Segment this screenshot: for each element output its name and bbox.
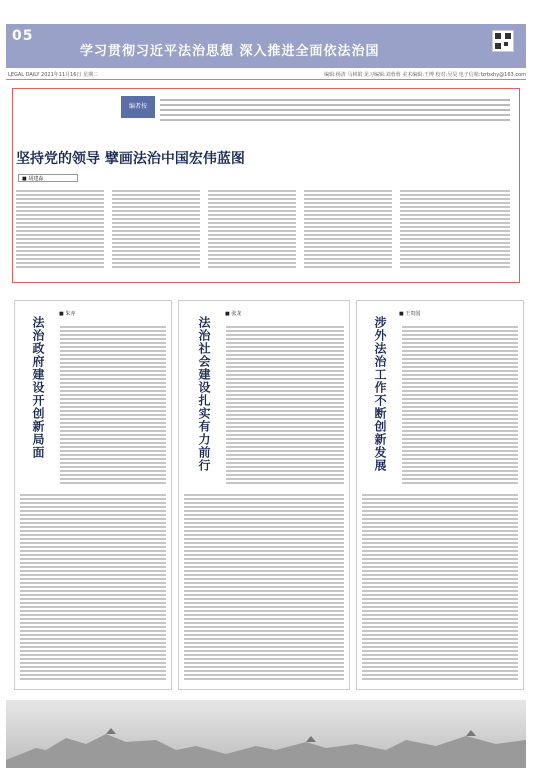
col1-body-top <box>60 324 166 486</box>
top-byline: ■ 胡建淼 <box>18 174 78 182</box>
intro-tag: 编者按 <box>121 96 155 118</box>
top-col-1 <box>16 188 104 270</box>
col1-title: 法治政府建设开创新局面 <box>31 316 45 459</box>
col2-body-bottom <box>184 492 344 682</box>
page-headline: 学习贯彻习近平法治思想 深入推进全面依法治国 <box>80 44 380 59</box>
meta-left: LEGAL DAILY 2021年11月16日 星期二 <box>8 72 99 78</box>
col1-body-bottom <box>20 492 166 682</box>
col3-body-bottom <box>362 492 518 682</box>
qr-code-icon <box>492 30 514 52</box>
meta-right: 编辑:杨清 马树娟 见习编辑:刘蓉蓉 美术编辑:王博 校对:吴昊 电子信箱:fzrbxhy@163.com <box>324 72 526 78</box>
meta-row <box>6 70 526 80</box>
top-col-2 <box>112 188 200 270</box>
col2-body-top <box>226 324 344 486</box>
intro-text <box>160 96 510 136</box>
top-col-4 <box>304 188 392 270</box>
top-col-5 <box>400 188 510 270</box>
col3-byline: ■ 王贵国 <box>399 311 421 317</box>
page-number: 05 <box>12 28 34 44</box>
top-section-title: 坚持党的领导 擘画法治中国宏伟蓝图 <box>16 151 245 167</box>
top-col-3 <box>208 188 296 270</box>
col3-title: 涉外法治工作不断创新发展 <box>373 316 387 472</box>
col3-body-top <box>402 324 518 486</box>
footer-skyline-illustration <box>6 720 526 768</box>
col1-byline: ■ 朱亦 <box>59 311 76 317</box>
col2-title: 法治社会建设扎实有力前行 <box>197 316 211 472</box>
col2-byline: ■ 张龙 <box>225 311 242 317</box>
